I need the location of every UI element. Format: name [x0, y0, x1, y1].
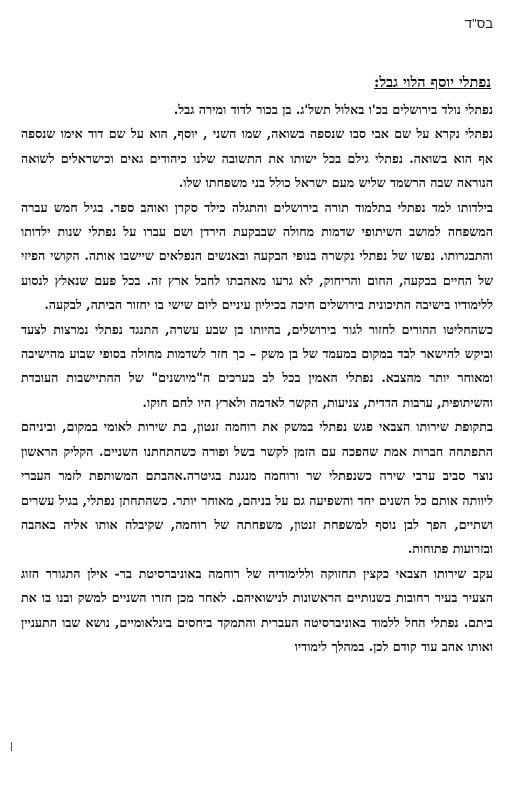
- paragraph-return: כשהחליטו ההורים לחזור לגור בירושלים, בהיותו בן שבע עשרה, התנגד נפתלי נמרצות לצעד וביקש להישאר לבד במקום במעמד של בן משק – כך חזר לשדמות מחולה בסופי שבוע מהישיבה ומאוחר יותר מהצבא. נפתלי האמין בכל לב בערכים ה"מיושנים" של ההתיישבות העובדת והשיתופית, ערבות הדדית, צניעות, הקשר לאדמה ולארץ היו לחם חוקו.: [21, 321, 493, 410]
- paragraph-childhood: בילדותו למד נפתלי בתלמוד תורה בירושלים והתגלה כילד סקרן ואוהב ספר. בגיל חמש עברה המשפחה למושב השיתופי שדמות מחולה שבבקעת הירדן ושם עברו על נפתלי שנות ילדותו והתבגרותו. נפשו של נפתלי נקשרה בנופי הבקעה ובאנשים הנפלאים שיישבו אותה. הקושי הפיזי של החיים בבקעה, החום והריחוק, לא גרעו מאהבתו לחבל ארץ זה. בכל פעם שנאלץ לנסוע ללימודיו בישיבה התיכונית בירושלים חיכה בכיליון עיניים ליום שישי בו יחזור הביתה, לבקעה.: [21, 199, 493, 313]
- document-body: [21, 98, 493, 659]
- paragraph-marriage: בתקופת שירותו הצבאי פגש נפתלי במשק את רוחמה זנטון, בת שירות לאומי במקום, וביניהם התפתחה חברות אמת שהפכה עם הזמן לקשר בשל ופורה כשהתחתנו השניים. הקליק הראשון נוצר סביב ערבי שירה כשנפתלי שר ורוחמה מנגנת בגיטרה.אהבתם המשותפת לזמר העברי ליוותה אותם כל השנים יחד והשפיעה גם על בניהם, מאוחר יותר. כשהתחתן נפתלי, בגיל עשרים ושתיים, הפך לבן נוסף למשפחת זנטון, משפחתה של רוחמה, שקיבלה אותו אליה באהבה ובזרועות פתוחות.: [21, 419, 493, 557]
- margin-mark: [11, 742, 12, 751]
- paragraph-name-origin: נפתלי נקרא על שם אבי סבו שנספה בשואה, שמו השני , יוסף, הוא על שם דוד אימו שנספה אף הוא בשואה. נפתלי גילם בכל ישותו את התשובה שלנו כיהודים גאים וכישראלים לשואה הנוראה שבה הרשמד שליש מעם ישראל כולל בני משפחתו שלו.: [21, 126, 493, 191]
- paragraph-birth: נפתלי נולד בירושלים בכ'ו באלול תשל'ג. בן בכור לדוד ומירה גבל.: [173, 102, 493, 117]
- paragraph-studies: עקב שירותו הצבאי כקצין תחזוקה וללימודיה של רוחמה באוניברסיטת בר- אילן התגורר הזוג הצעיר בעיר רחובות בשנותיים הראשונות לנישואיהם. לאחר מכן חזרו השניים למשק ובנו בו את ביתם. נפתלי החל ללמוד באוניברסיטה העברית והתמקד ביחסים בינלאומיים, נושא שבו התעניין ואותו אהב עוד קודם לכן. במהלך לימודיו: [21, 565, 493, 654]
- corner-mark: בס"ד: [464, 16, 493, 31]
- document-title: נפתלי יוסף הלוי גבל:: [374, 74, 491, 91]
